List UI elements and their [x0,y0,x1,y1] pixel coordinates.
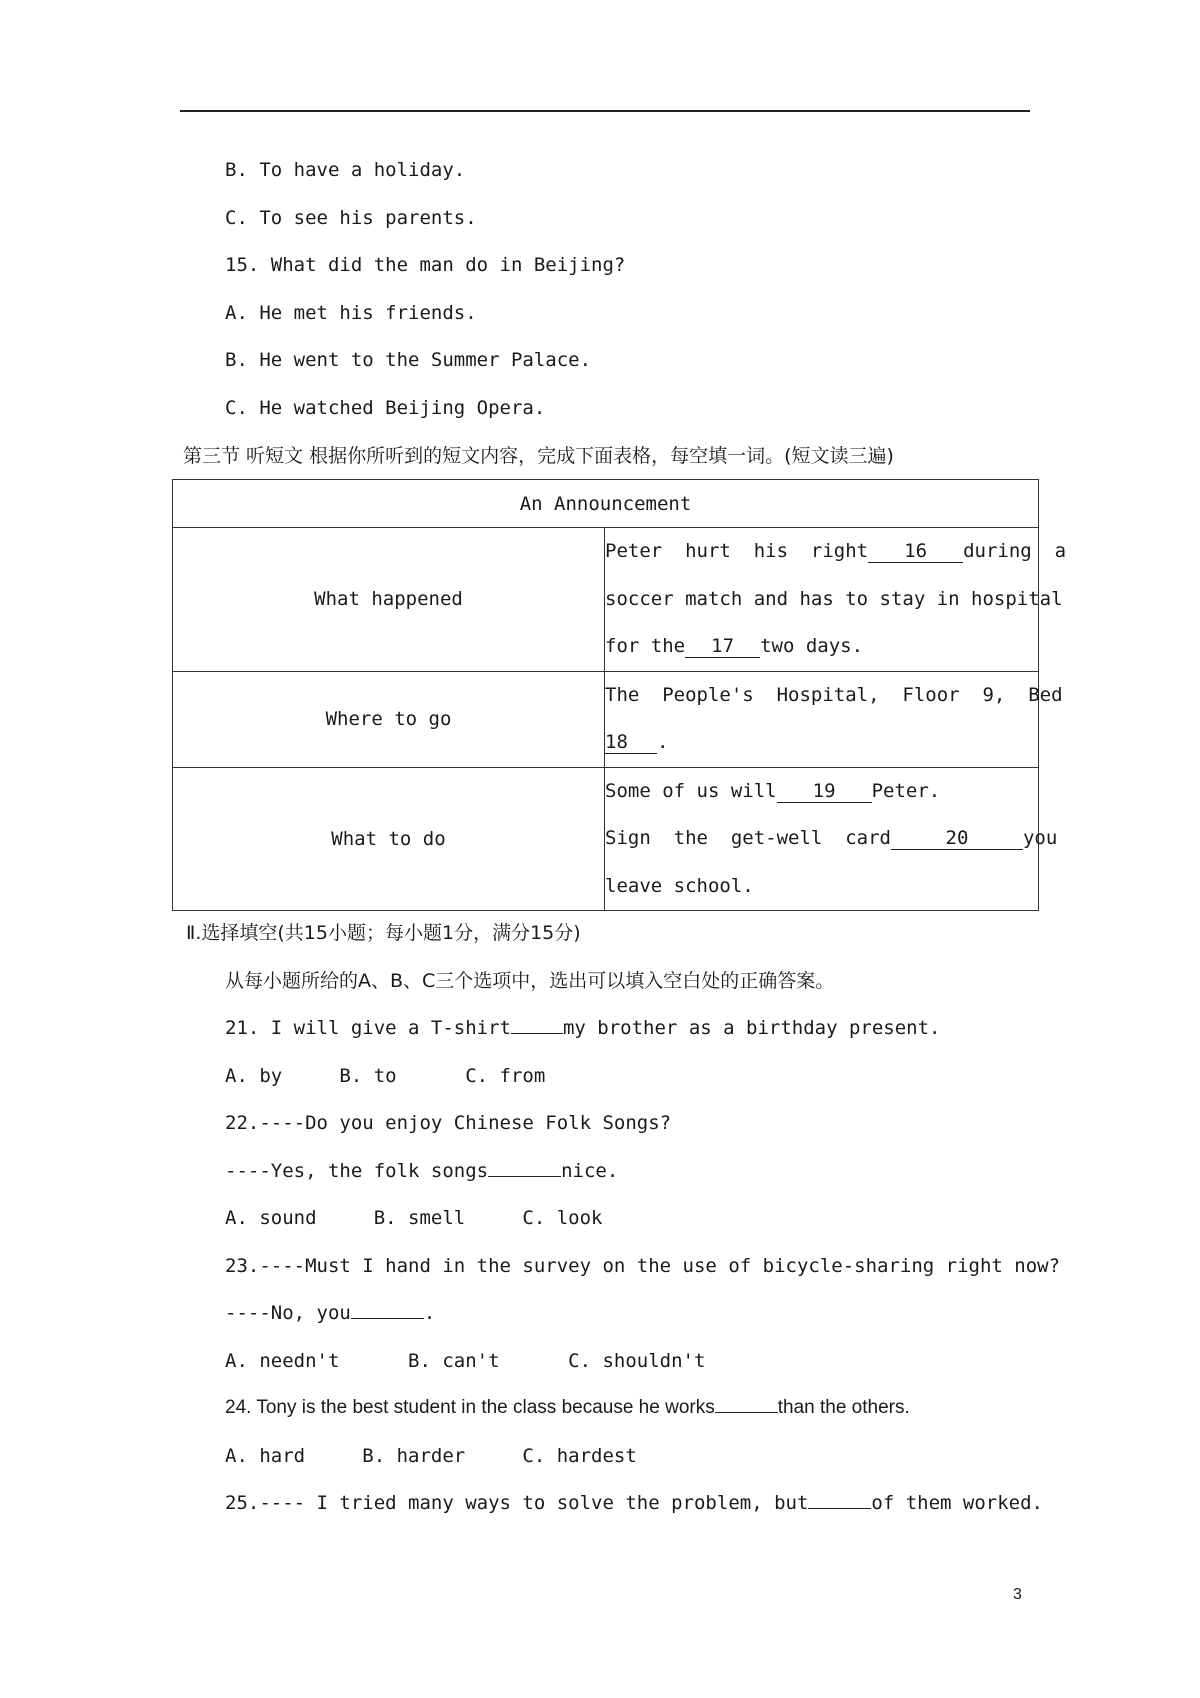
q23-blank[interactable] [351,1318,424,1319]
q14-option-c: C. To see his parents. [225,207,477,229]
q22-blank[interactable] [488,1176,561,1177]
q24-blank[interactable] [715,1412,778,1413]
q21-question: 21. I will give a T-shirt my brother as a birthday present. [225,1017,941,1039]
row-content-what-to-do: Some of us will 19 Peter. Sign the get-well card 20 you leave school. [605,767,1039,911]
q22-options: A. sound B. smell C. look [225,1207,603,1229]
page-number: 3 [1013,1586,1022,1603]
row-content-what-happened: Peter hurt his right 16 during a soccer match and has to stay in hospital for the 17 two days. [605,528,1039,672]
q22-answer: ----Yes, the folk songs nice. [225,1160,619,1182]
q23-options: A. needn't B. can't C. shouldn't [225,1350,706,1372]
q23-question: 23.----Must I hand in the survey on the use of bicycle-sharing right now? [225,1255,1061,1277]
q15-option-a: A. He met his friends. [225,302,477,324]
table-title: An Announcement [173,480,1039,528]
blank-19[interactable]: 19 [777,780,872,803]
table-row [173,671,1039,767]
blank-18[interactable]: 18 [605,731,657,754]
table-row [173,767,1039,911]
q24-question: 24. Tony is the best student in the class because he works than the others. [225,1397,910,1418]
table-row [173,528,1039,672]
q14-option-b: B. To have a holiday. [225,159,466,181]
section2-instruction: 从每小题所给的A、B、C三个选项中，选出可以填入空白处的正确答案。 [225,970,835,992]
q15-option-c: C. He watched Beijing Opera. [225,397,546,419]
q15-option-b: B. He went to the Summer Palace. [225,349,592,371]
q21-blank[interactable] [511,1033,563,1034]
q23-answer: ----No, you . [225,1302,436,1324]
q15-question: 15. What did the man do in Beijing? [225,254,626,276]
q25-question: 25.---- I tried many ways to solve the problem, but of them worked. [225,1492,1043,1514]
announcement-table [172,479,1067,911]
blank-17[interactable]: 17 [685,635,760,658]
header-rule [180,110,1030,112]
row-content-where-to-go: The People's Hospital, Floor 9, Bed 18 . [605,671,1039,767]
row-label-what-to-do: What to do [173,767,605,911]
q25-blank[interactable] [808,1508,871,1509]
row-label-where-to-go: Where to go [173,671,605,767]
blank-20[interactable]: 20 [891,827,1023,850]
q21-options: A. by B. to C. from [225,1065,546,1087]
blank-16[interactable]: 16 [868,540,963,563]
row-label-what-happened: What happened [173,528,605,672]
section3-title: 第三节 听短文 根据你所听到的短文内容，完成下面表格，每空填一词。(短文读三遍) [183,445,894,467]
section2-title: Ⅱ.选择填空(共15小题；每小题1分，满分15分) [186,922,581,944]
q22-question: 22.----Do you enjoy Chinese Folk Songs? [225,1112,672,1134]
q24-options: A. hard B. harder C. hardest [225,1445,637,1467]
